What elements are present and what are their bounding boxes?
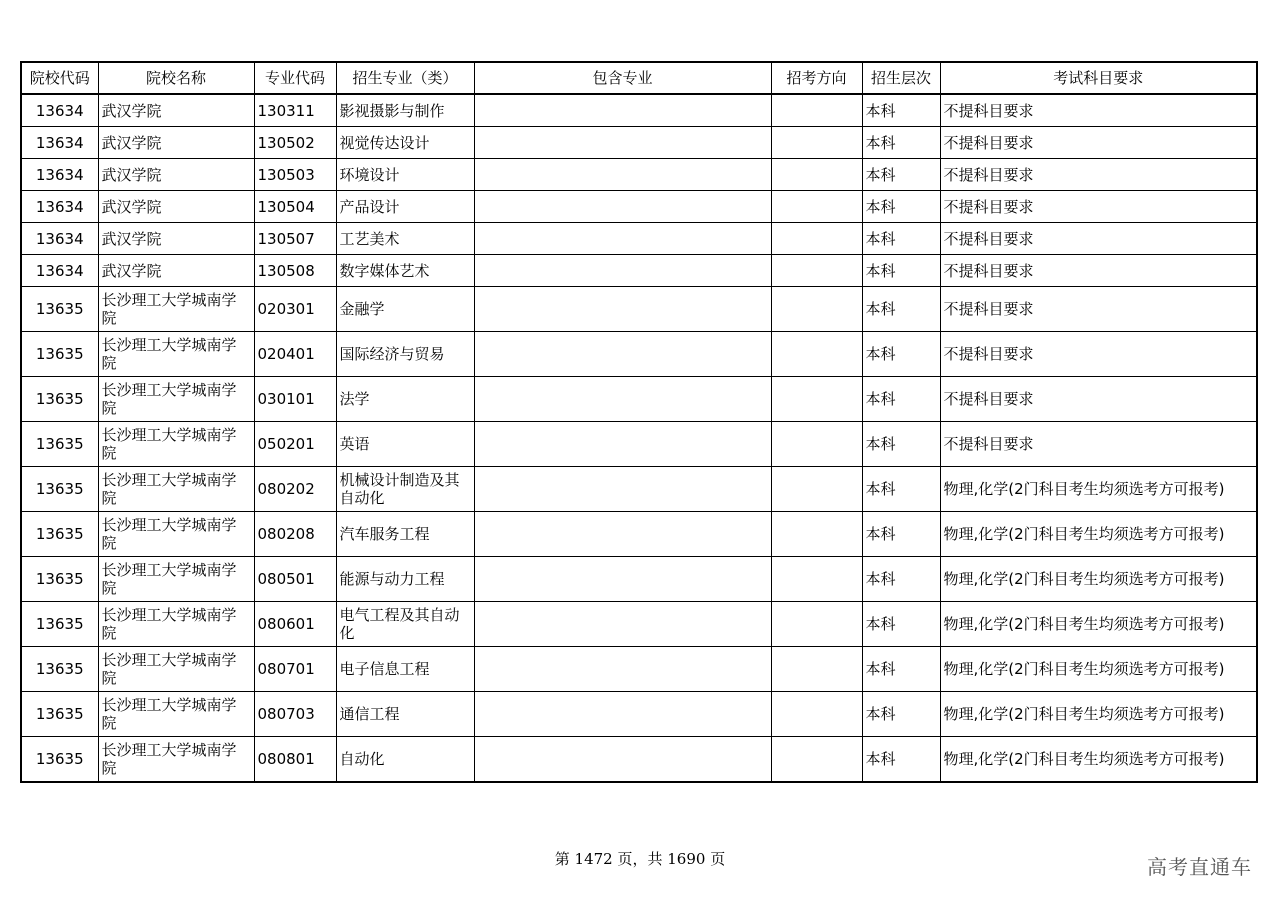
cell-includes [474,512,771,557]
cell-direction [771,557,862,602]
cell-requirement: 不提科目要求 [940,332,1257,377]
cell-direction [771,159,862,191]
cell-level: 本科 [862,332,940,377]
cell-school-name: 武汉学院 [98,191,254,223]
cell-requirement: 物理,化学(2门科目考生均须选考方可报考) [940,692,1257,737]
cell-requirement: 不提科目要求 [940,255,1257,287]
cell-requirement: 不提科目要求 [940,127,1257,159]
cell-direction [771,647,862,692]
cell-major: 产品设计 [336,191,474,223]
cell-requirement: 不提科目要求 [940,287,1257,332]
cell-includes [474,557,771,602]
table-row [21,191,1257,223]
cell-major-code: 080501 [254,557,336,602]
cell-major-code: 080202 [254,467,336,512]
admission-table [20,61,1258,783]
cell-direction [771,737,862,783]
cell-major: 法学 [336,377,474,422]
cell-school-code: 13635 [21,602,98,647]
cell-school-code: 13635 [21,377,98,422]
cell-level: 本科 [862,255,940,287]
cell-school-name: 武汉学院 [98,94,254,127]
watermark: 高考直通车 [1147,855,1252,879]
cell-level: 本科 [862,191,940,223]
page-number: 第 1472 页，共 1690 页 [554,850,726,868]
table-row [21,377,1257,422]
cell-requirement: 不提科目要求 [940,422,1257,467]
cell-major: 工艺美术 [336,223,474,255]
cell-direction [771,377,862,422]
header-includes: 包含专业 [474,62,771,94]
cell-major-code: 080701 [254,647,336,692]
cell-requirement: 不提科目要求 [940,191,1257,223]
cell-school-code: 13634 [21,223,98,255]
cell-school-name: 长沙理工大学城南学院 [98,422,254,467]
cell-includes [474,467,771,512]
cell-includes [474,94,771,127]
table-body [21,94,1257,782]
cell-major-code: 030101 [254,377,336,422]
cell-major-code: 130503 [254,159,336,191]
cell-requirement: 物理,化学(2门科目考生均须选考方可报考) [940,602,1257,647]
header-school-code: 院校代码 [21,62,98,94]
cell-includes [474,377,771,422]
cell-includes [474,127,771,159]
cell-major: 环境设计 [336,159,474,191]
cell-school-code: 13634 [21,94,98,127]
cell-major: 机械设计制造及其自动化 [336,467,474,512]
table-row [21,647,1257,692]
cell-level: 本科 [862,127,940,159]
cell-requirement: 物理,化学(2门科目考生均须选考方可报考) [940,467,1257,512]
cell-school-code: 13635 [21,332,98,377]
cell-major: 国际经济与贸易 [336,332,474,377]
cell-school-name: 长沙理工大学城南学院 [98,557,254,602]
cell-school-name: 武汉学院 [98,255,254,287]
cell-school-name: 长沙理工大学城南学院 [98,332,254,377]
cell-level: 本科 [862,377,940,422]
header-major: 招生专业（类） [336,62,474,94]
table-row [21,602,1257,647]
cell-school-code: 13634 [21,255,98,287]
cell-includes [474,692,771,737]
cell-includes [474,332,771,377]
cell-requirement: 物理,化学(2门科目考生均须选考方可报考) [940,512,1257,557]
table-header-row [21,62,1257,94]
cell-direction [771,223,862,255]
cell-level: 本科 [862,737,940,783]
cell-school-name: 武汉学院 [98,223,254,255]
cell-school-name: 长沙理工大学城南学院 [98,602,254,647]
cell-level: 本科 [862,94,940,127]
cell-school-code: 13635 [21,422,98,467]
table-row [21,512,1257,557]
cell-major-code: 050201 [254,422,336,467]
cell-school-code: 13635 [21,467,98,512]
cell-requirement: 物理,化学(2门科目考生均须选考方可报考) [940,737,1257,783]
table-row [21,422,1257,467]
cell-includes [474,737,771,783]
cell-school-code: 13635 [21,512,98,557]
cell-direction [771,422,862,467]
header-requirement: 考试科目要求 [940,62,1257,94]
cell-major: 视觉传达设计 [336,127,474,159]
cell-school-name: 武汉学院 [98,127,254,159]
cell-school-name: 长沙理工大学城南学院 [98,737,254,783]
cell-level: 本科 [862,647,940,692]
cell-school-code: 13635 [21,692,98,737]
cell-requirement: 物理,化学(2门科目考生均须选考方可报考) [940,557,1257,602]
cell-level: 本科 [862,467,940,512]
cell-major: 英语 [336,422,474,467]
cell-major: 电子信息工程 [336,647,474,692]
table-row [21,159,1257,191]
cell-major: 通信工程 [336,692,474,737]
cell-major-code: 080601 [254,602,336,647]
cell-includes [474,191,771,223]
table-row [21,127,1257,159]
cell-level: 本科 [862,159,940,191]
cell-school-code: 13634 [21,127,98,159]
cell-school-name: 长沙理工大学城南学院 [98,467,254,512]
cell-major-code: 130502 [254,127,336,159]
cell-level: 本科 [862,223,940,255]
cell-major-code: 080703 [254,692,336,737]
cell-school-code: 13635 [21,557,98,602]
cell-major-code: 020401 [254,332,336,377]
cell-level: 本科 [862,602,940,647]
cell-includes [474,602,771,647]
cell-major-code: 130507 [254,223,336,255]
cell-major-code: 080801 [254,737,336,783]
cell-requirement: 不提科目要求 [940,94,1257,127]
cell-major: 数字媒体艺术 [336,255,474,287]
cell-major: 能源与动力工程 [336,557,474,602]
cell-level: 本科 [862,692,940,737]
table-row [21,332,1257,377]
cell-direction [771,467,862,512]
cell-requirement: 物理,化学(2门科目考生均须选考方可报考) [940,647,1257,692]
table-row [21,692,1257,737]
cell-school-name: 武汉学院 [98,159,254,191]
cell-includes [474,422,771,467]
cell-school-code: 13635 [21,737,98,783]
table-row [21,94,1257,127]
cell-level: 本科 [862,287,940,332]
cell-includes [474,287,771,332]
cell-major: 电气工程及其自动化 [336,602,474,647]
cell-direction [771,255,862,287]
cell-includes [474,647,771,692]
cell-includes [474,223,771,255]
header-school-name: 院校名称 [98,62,254,94]
cell-direction [771,332,862,377]
cell-level: 本科 [862,512,940,557]
cell-requirement: 不提科目要求 [940,377,1257,422]
cell-level: 本科 [862,422,940,467]
cell-major: 影视摄影与制作 [336,94,474,127]
table-row [21,255,1257,287]
table-row [21,557,1257,602]
header-major-code: 专业代码 [254,62,336,94]
cell-school-name: 长沙理工大学城南学院 [98,287,254,332]
cell-direction [771,127,862,159]
cell-major: 汽车服务工程 [336,512,474,557]
table-row [21,467,1257,512]
cell-major: 金融学 [336,287,474,332]
cell-direction [771,692,862,737]
cell-major-code: 130504 [254,191,336,223]
cell-major-code: 020301 [254,287,336,332]
cell-major-code: 080208 [254,512,336,557]
table-row [21,287,1257,332]
table-row [21,737,1257,783]
cell-major-code: 130311 [254,94,336,127]
cell-direction [771,602,862,647]
cell-requirement: 不提科目要求 [940,159,1257,191]
cell-direction [771,287,862,332]
cell-major-code: 130508 [254,255,336,287]
cell-school-code: 13635 [21,647,98,692]
cell-includes [474,255,771,287]
cell-school-code: 13634 [21,159,98,191]
cell-major: 自动化 [336,737,474,783]
cell-school-name: 长沙理工大学城南学院 [98,692,254,737]
header-level: 招生层次 [862,62,940,94]
cell-school-name: 长沙理工大学城南学院 [98,377,254,422]
cell-level: 本科 [862,557,940,602]
table-row [21,223,1257,255]
cell-direction [771,94,862,127]
cell-school-code: 13635 [21,287,98,332]
cell-direction [771,191,862,223]
cell-school-code: 13634 [21,191,98,223]
cell-direction [771,512,862,557]
cell-includes [474,159,771,191]
header-direction: 招考方向 [771,62,862,94]
cell-requirement: 不提科目要求 [940,223,1257,255]
cell-school-name: 长沙理工大学城南学院 [98,647,254,692]
cell-school-name: 长沙理工大学城南学院 [98,512,254,557]
